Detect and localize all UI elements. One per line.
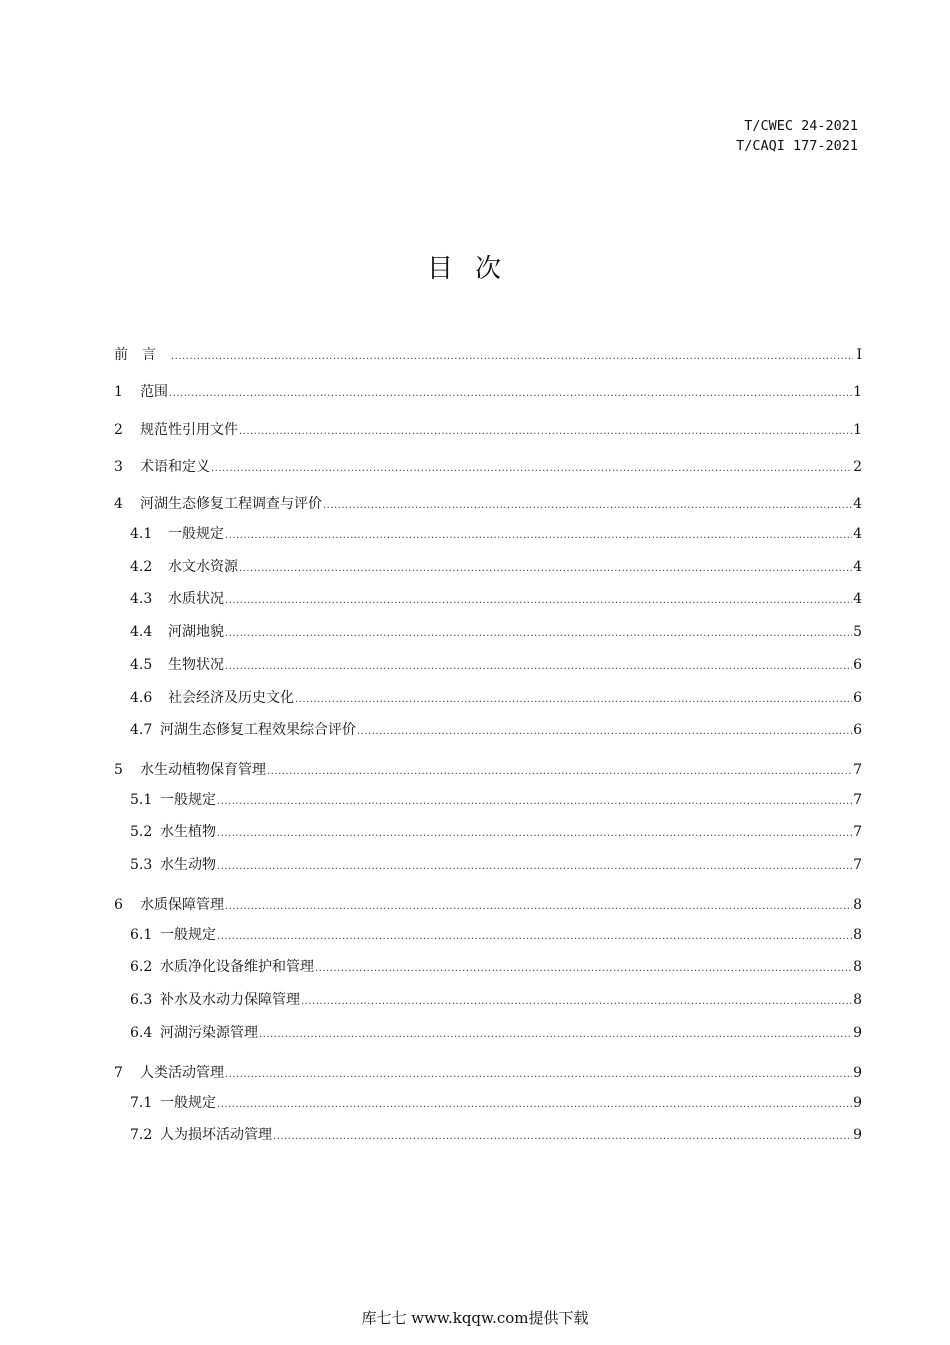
- standard-codes: [736, 116, 858, 156]
- toc-entry-5-2[interactable]: [130, 822, 862, 842]
- toc-entry-label: 社会经济及历史文化: [168, 690, 294, 706]
- toc-entry-label: 水生动物: [160, 857, 216, 873]
- toc-entry-number: 3: [114, 459, 123, 475]
- toc-entry-number: 7.2: [130, 1127, 153, 1143]
- toc-entry-page: 7: [853, 792, 862, 808]
- download-source-footer: 库七七 www.kqqw.com提供下载: [361, 1309, 589, 1327]
- toc-leader-dots: [295, 690, 852, 710]
- toc-entry-4-6[interactable]: [130, 688, 862, 708]
- toc-leader-dots: [169, 384, 852, 404]
- toc-entry-4-2[interactable]: [130, 557, 862, 577]
- toc-entry-label: 补水及水动力保障管理: [160, 992, 300, 1008]
- toc-entry-number: 4.6: [130, 690, 153, 706]
- toc-leader-dots: [225, 591, 852, 611]
- toc-entry-6[interactable]: [114, 895, 862, 915]
- toc-entry-page: 9: [853, 1127, 862, 1143]
- standard-code-cwec: T/CWEC 24-2021: [744, 118, 858, 134]
- toc-entry-number: 4.2: [130, 559, 153, 575]
- toc-entry-1[interactable]: [114, 382, 862, 402]
- toc-entry-page: 1: [853, 384, 862, 400]
- toc-entry-number: 4.1: [130, 526, 153, 542]
- toc-leader-dots: [225, 1065, 852, 1085]
- toc-entry-page: 6: [853, 690, 862, 706]
- toc-entry-label: 范围: [140, 384, 168, 400]
- toc-entry-label: 人类活动管理: [140, 1065, 224, 1081]
- toc-leader-dots: [225, 657, 852, 677]
- toc-entry-page: 9: [853, 1095, 862, 1111]
- toc-entry-label: 水质保障管理: [140, 897, 224, 913]
- toc-entry-label: 术语和定义: [140, 459, 210, 475]
- toc-entry-number: 7.1: [130, 1095, 153, 1111]
- toc-entry-6-2[interactable]: [130, 957, 862, 977]
- toc-entry-label: 河湖生态修复工程效果综合评价: [160, 722, 356, 738]
- toc-entry-label: 前言: [114, 347, 170, 363]
- toc-entry-number: 5: [114, 762, 123, 778]
- toc-entry-label: 一般规定: [160, 1095, 216, 1111]
- toc-entry-6-4[interactable]: [130, 1023, 862, 1043]
- toc-leader-dots: [217, 857, 852, 877]
- toc-entry-number: 6.4: [130, 1025, 153, 1041]
- toc-entry-6-3[interactable]: [130, 990, 862, 1010]
- toc-leader-dots: [225, 526, 852, 546]
- toc-leader-dots: [225, 897, 852, 917]
- toc-entry-number: 1: [114, 384, 123, 400]
- toc-leader-dots: [267, 762, 852, 782]
- toc-entry-number: 6.2: [130, 959, 153, 975]
- toc-entry-label: 水生动植物保育管理: [140, 762, 266, 778]
- toc-entry-number: 5.1: [130, 792, 153, 808]
- toc-entry-number: 4.3: [130, 591, 153, 607]
- toc-entry-number: 5.3: [130, 857, 153, 873]
- toc-leader-dots: [225, 624, 852, 644]
- toc-entry-label: 河湖生态修复工程调查与评价: [140, 496, 322, 512]
- toc-leader-dots: [217, 824, 852, 844]
- toc-leader-dots: [273, 1127, 852, 1147]
- toc-entry-page: 8: [853, 959, 862, 975]
- toc-entry-page: 8: [853, 897, 862, 913]
- toc-entry-page: 6: [853, 722, 862, 738]
- toc-leader-dots: [239, 422, 852, 442]
- toc-entry-number: 4.5: [130, 657, 153, 673]
- toc-leader-dots: [301, 992, 852, 1012]
- toc-entry-label: 一般规定: [168, 526, 224, 542]
- toc-leader-dots: [259, 1025, 852, 1045]
- toc-entry-label: 河湖污染源管理: [160, 1025, 258, 1041]
- toc-entry-page: 8: [853, 992, 862, 1008]
- toc-entry-number: 4.7: [130, 722, 153, 738]
- toc-leader-dots: [239, 559, 852, 579]
- toc-entry-2[interactable]: [114, 420, 862, 440]
- toc-entry-page: 4: [853, 526, 862, 542]
- toc-entry-page: 5: [853, 624, 862, 640]
- toc-entry-page: 8: [853, 927, 862, 943]
- toc-entry-page: 2: [853, 459, 862, 475]
- toc-entry-label: 规范性引用文件: [140, 422, 238, 438]
- toc-leader-dots: [357, 722, 852, 742]
- toc-entry-label: 生物状况: [168, 657, 224, 673]
- toc-leader-dots: [211, 459, 852, 479]
- toc-entry-page: 4: [853, 496, 862, 512]
- toc-entry-4-4[interactable]: [130, 622, 862, 642]
- toc-entry-6-1[interactable]: [130, 925, 862, 945]
- toc-entry-page: 7: [853, 857, 862, 873]
- toc-entry-7-2[interactable]: [130, 1125, 862, 1145]
- toc-entry-4-5[interactable]: [130, 655, 862, 675]
- toc-entry-page: I: [856, 347, 862, 363]
- toc-leader-dots: [171, 347, 853, 367]
- toc-entry-number: 7: [114, 1065, 123, 1081]
- toc-entry-number: 5.2: [130, 824, 153, 840]
- toc-entry-page: 6: [853, 657, 862, 673]
- toc-leader-dots: [217, 927, 852, 947]
- toc-leader-dots: [217, 792, 852, 812]
- toc-entry-page: 9: [853, 1025, 862, 1041]
- toc-entry-7-1[interactable]: [130, 1093, 862, 1113]
- toc-entry-page: 9: [853, 1065, 862, 1081]
- toc-entry-number: 2: [114, 422, 123, 438]
- toc-entry-page: 7: [853, 762, 862, 778]
- toc-entry-number: 6: [114, 897, 123, 913]
- toc-entry-4-1[interactable]: [130, 524, 862, 544]
- toc-entry-page: 7: [853, 824, 862, 840]
- page-title: 目次: [426, 254, 523, 284]
- toc-entry-7[interactable]: [114, 1063, 862, 1083]
- toc-entry-4[interactable]: [114, 494, 862, 514]
- toc-entry-4-7[interactable]: [130, 720, 862, 740]
- toc-entry-label: 河湖地貌: [168, 624, 224, 640]
- toc-entry-4-3[interactable]: [130, 589, 862, 609]
- toc-entry-label: 水文水资源: [168, 559, 238, 575]
- toc-entry-preface[interactable]: [114, 345, 862, 365]
- toc-entry-3[interactable]: [114, 457, 862, 477]
- toc-entry-number: 6.3: [130, 992, 153, 1008]
- toc-entry-number: 6.1: [130, 927, 153, 943]
- toc-leader-dots: [217, 1095, 852, 1115]
- toc-entry-number: 4.4: [130, 624, 153, 640]
- toc-entry-label: 一般规定: [160, 792, 216, 808]
- toc-entry-page: 4: [853, 591, 862, 607]
- toc-entry-5[interactable]: [114, 760, 862, 780]
- toc-entry-label: 水质净化设备维护和管理: [160, 959, 314, 975]
- toc-entry-5-3[interactable]: [130, 855, 862, 875]
- toc-entry-label: 人为损坏活动管理: [160, 1127, 272, 1143]
- toc-entry-page: 4: [853, 559, 862, 575]
- toc-entry-5-1[interactable]: [130, 790, 862, 810]
- toc-entry-label: 水质状况: [168, 591, 224, 607]
- toc-leader-dots: [315, 959, 852, 979]
- toc-entry-label: 水生植物: [160, 824, 216, 840]
- toc-entry-page: 1: [853, 422, 862, 438]
- standard-code-caqi: T/CAQI 177-2021: [736, 138, 858, 154]
- toc-entry-number: 4: [114, 496, 123, 512]
- toc-entry-label: 一般规定: [160, 927, 216, 943]
- toc-leader-dots: [323, 496, 852, 516]
